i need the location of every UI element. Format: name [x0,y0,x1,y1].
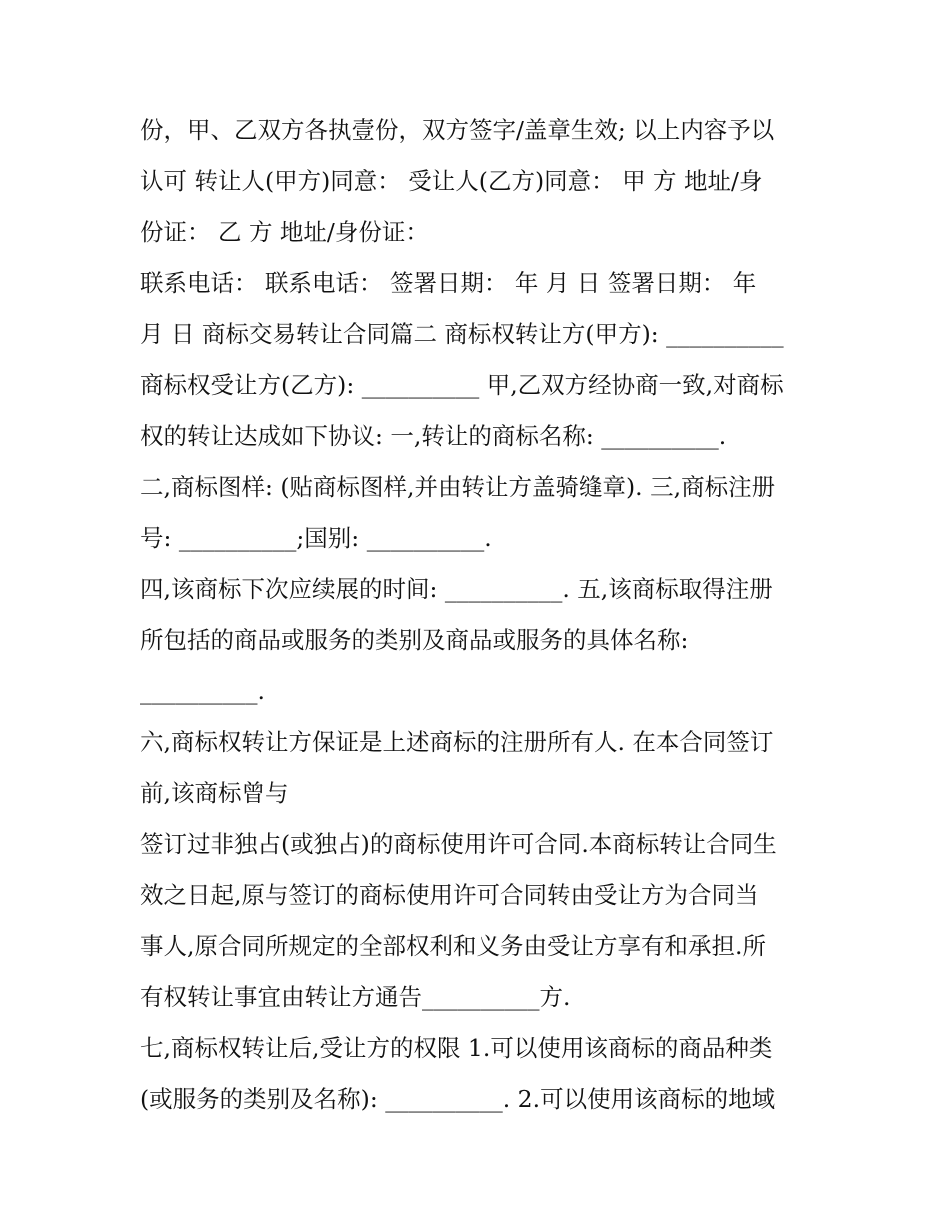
text-line: 事人,原合同所规定的全部权利和义务由受让方享有和承担.所 [140,932,766,960]
text-line: 号: __________;国别: __________. [140,524,492,552]
text-line: 前,该商标曾与 [140,779,289,807]
contract-text [140,105,820,1125]
text-line: 月 日 商标交易转让合同篇二 商标权转让方(甲方): __________ [140,320,784,348]
text-line: 二,商标图样: (贴商标图样,并由转让方盖骑缝章). 三,商标注册 [140,473,776,501]
text-line: 六,商标权转让方保证是上述商标的注册所有人. 在本合同签订 [140,728,774,756]
text-line: 七,商标权转让后,受让方的权限 1.可以使用该商标的商品种类 [140,1034,773,1062]
text-line: 份，甲、乙双方各执壹份，双方签字/盖章生效; 以上内容予以 [140,116,775,144]
text-line: 份证： 乙 方 地址/身份证： [140,218,429,246]
text-line: 联系电话： 联系电话： 签署日期： 年 月 日 签署日期： 年 [140,269,757,297]
text-line: 四,该商标下次应续展的时间: __________. 五,该商标取得注册 [140,575,773,603]
text-line: 权的转让达成如下协议: 一,转让的商标名称: __________. [140,422,727,450]
text-line: 所包括的商品或服务的类别及商品或服务的具体名称: [140,626,689,654]
text-line: (或服务的类别及名称): __________. 2.可以使用该商标的地域 [140,1085,776,1113]
text-line: 商标权受让方(乙方): __________ 甲,乙双方经协商一致,对商标 [140,371,784,399]
text-line: 签订过非独占(或独占)的商标使用许可合同.本商标转让合同生 [140,830,777,858]
text-line: 认可 转让人(甲方)同意： 受让人(乙方)同意： 甲 方 地址/身 [140,167,763,195]
text-line: 有权转让事宜由转让方通告__________方. [140,983,571,1011]
text-line: __________. [140,677,265,705]
text-line: 效之日起,原与签订的商标使用许可合同转由受让方为合同当 [140,881,759,909]
